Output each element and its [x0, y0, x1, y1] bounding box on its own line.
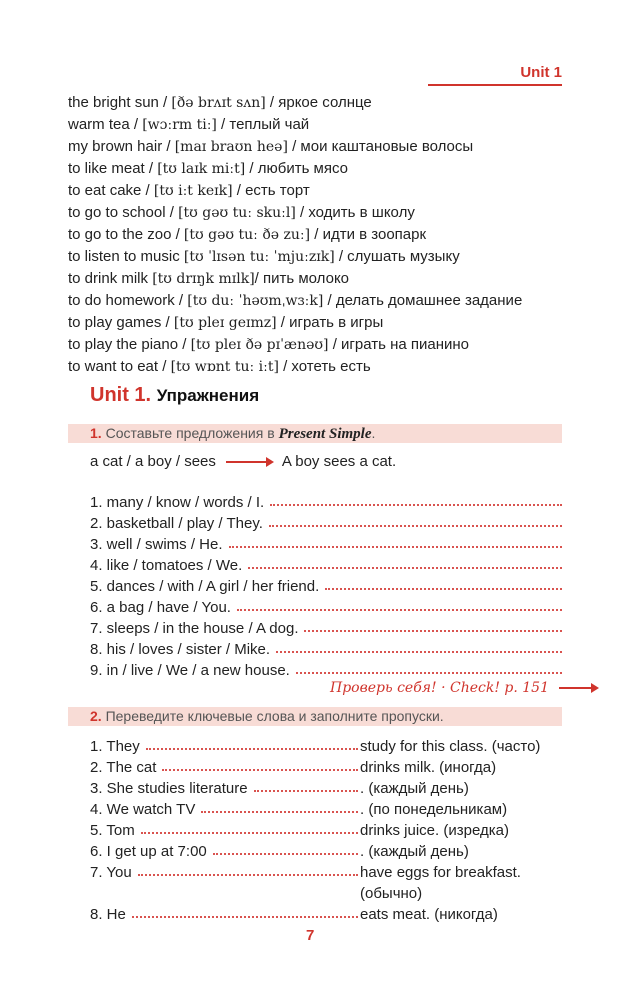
item-start: 4. We watch TV: [90, 801, 196, 818]
vocab-item: [68, 290, 522, 312]
instruction-emphasis: Present Simple: [278, 426, 372, 442]
running-header: Unit 1: [428, 64, 562, 86]
item-start: 5. Tom: [90, 822, 135, 839]
vocab-item: [68, 136, 522, 158]
item-start: 1. They: [90, 738, 140, 755]
check-link[interactable]: [330, 680, 607, 696]
item-text: 9. in / live / We / a new house.: [90, 662, 290, 679]
exercise-item: [90, 492, 562, 513]
vocabulary-list: [68, 92, 522, 378]
vocab-english: to like meat /: [68, 160, 158, 177]
vocab-russian: / есть торт: [232, 182, 310, 199]
item-text: 5. dances / with / A girl / her friend.: [90, 578, 320, 595]
exercise-item: [90, 618, 562, 639]
item-start: 3. She studies literature: [90, 780, 248, 797]
answer-blank[interactable]: [269, 525, 562, 527]
answer-blank[interactable]: [213, 853, 358, 855]
vocab-transcription: [tʊ wɒnt tuː iːt]: [170, 359, 279, 375]
exercise-item: [90, 513, 562, 534]
item-end: eats meat. (никогда): [360, 906, 498, 923]
vocab-russian: / пить молоко: [254, 270, 350, 287]
vocab-transcription: [tʊ iːt keɪk]: [153, 183, 233, 199]
example-prompt: a cat / a boy / sees: [90, 453, 216, 470]
answer-blank[interactable]: [254, 790, 358, 792]
vocab-transcription: [tʊ pleɪ ðə pɪˈænəʊ]: [190, 337, 329, 353]
vocab-item: [68, 114, 522, 136]
section-heading: Упражнения: [156, 386, 260, 405]
item-start: 8. He: [90, 906, 126, 923]
page-number: 7: [306, 927, 315, 944]
exercise-item: [90, 597, 562, 618]
vocab-russian: / играть в игры: [276, 314, 384, 331]
instruction-text: Составьте предложения в: [105, 425, 279, 441]
vocab-russian: / мои каштановые волосы: [287, 138, 474, 155]
vocab-transcription: [tʊ duː ˈhəʊmˌwɜːk]: [187, 293, 324, 309]
vocab-english: to want to eat /: [68, 358, 171, 375]
item-end: have eggs for breakfast.: [360, 864, 521, 881]
instruction-text: Переведите ключевые слова и заполните пропуски.: [105, 708, 444, 724]
item-end: . (каждый день): [360, 780, 469, 797]
vocab-item: [68, 202, 522, 224]
item-text: 8. his / loves / sister / Mike.: [90, 641, 271, 658]
vocab-russian: / хотеть есть: [278, 358, 371, 375]
vocab-russian: / любить мясо: [245, 160, 348, 177]
example-answer: A boy sees a cat.: [281, 453, 397, 470]
vocab-russian: / идти в зоопарк: [310, 226, 427, 243]
exercise-item: [90, 778, 562, 799]
answer-blank[interactable]: [162, 769, 358, 771]
item-text: 1. many / know / words / I.: [90, 494, 265, 511]
item-text: 3. well / swims / He.: [90, 536, 223, 553]
vocab-item: [68, 224, 522, 246]
answer-blank[interactable]: [248, 567, 562, 569]
answer-blank[interactable]: [296, 672, 562, 674]
answer-blank[interactable]: [201, 811, 358, 813]
exercise-1-items: [90, 492, 562, 681]
exercise-item: [90, 757, 562, 778]
vocab-english: to play games /: [68, 314, 174, 331]
exercise-item: [90, 555, 562, 576]
item-end: drinks milk. (иногда): [360, 759, 497, 776]
exercise-item: [90, 799, 562, 820]
exercise-1-example: [90, 453, 396, 470]
item-text: 2. basketball / play / They.: [90, 515, 263, 532]
item-text: 6. a bag / have / You.: [90, 599, 231, 616]
answer-blank[interactable]: [132, 916, 358, 918]
vocab-item: [68, 92, 522, 114]
vocab-transcription: [tʊ laɪk miːt]: [157, 161, 246, 177]
section-title: [90, 384, 259, 407]
exercise-number: 1.: [90, 425, 102, 441]
vocab-english: to go to the zoo /: [68, 226, 184, 243]
vocab-russian: / ходить в школу: [295, 204, 415, 221]
arrow-right-icon: [559, 687, 597, 689]
vocab-item: [68, 268, 522, 290]
item-end: study for this class. (часто): [360, 738, 541, 755]
vocab-item: [68, 356, 522, 378]
exercise-item: [90, 862, 562, 883]
vocab-transcription: [ðə brʌɪt sʌn]: [171, 95, 266, 111]
item-text: 7. sleeps / in the house / A dog.: [90, 620, 299, 637]
vocab-russian: / делать домашнее задание: [323, 292, 523, 309]
vocab-english: my brown hair /: [68, 138, 175, 155]
vocab-transcription: [tʊ gəʊ tuː ðə zuː]: [183, 227, 311, 243]
item-end: . (каждый день): [360, 843, 469, 860]
vocab-english: to play the piano /: [68, 336, 191, 353]
vocab-transcription: [maɪ braʊn heə]: [174, 139, 288, 155]
vocab-russian: / слушать музыку: [334, 248, 460, 265]
vocab-english: to go to school /: [68, 204, 179, 221]
vocab-transcription: [tʊ drɪŋk mɪlk]: [152, 271, 255, 287]
section-unit: Unit 1.: [90, 384, 152, 406]
exercise-1-instruction: [68, 424, 562, 443]
vocab-russian: / яркое солнце: [265, 94, 372, 111]
vocab-transcription: [tʊ pleɪ geɪmz]: [173, 315, 277, 331]
answer-blank[interactable]: [325, 588, 562, 590]
vocab-english: the bright sun /: [68, 94, 172, 111]
exercise-item: [90, 736, 562, 757]
exercise-item: [90, 639, 562, 660]
vocab-russian: / теплый чай: [216, 116, 310, 133]
item-start: 7. You: [90, 864, 132, 881]
vocab-english: to drink milk: [68, 270, 153, 287]
item-text: 4. like / tomatoes / We.: [90, 557, 243, 574]
exercise-2-instruction: [68, 707, 562, 726]
exercise-item: [90, 576, 562, 597]
item-end: . (по понедельникам): [360, 801, 508, 818]
vocab-item: [68, 334, 522, 356]
item-start: 6. I get up at 7:00: [90, 843, 207, 860]
vocab-transcription: [tʊ ˈlɪsən tuː ˈmjuːzɪk]: [183, 249, 335, 265]
instruction-end: .: [371, 425, 376, 441]
vocab-transcription: [tʊ gəʊ tuː skuːl]: [178, 205, 296, 221]
answer-blank[interactable]: [141, 832, 358, 834]
answer-blank[interactable]: [237, 609, 562, 611]
vocab-english: to do homework /: [68, 292, 188, 309]
vocab-item: [68, 246, 522, 268]
item-start: 2. The cat: [90, 759, 157, 776]
arrow-right-icon: [226, 461, 272, 463]
item-end: (обычно): [360, 885, 423, 902]
vocab-english: warm tea /: [68, 116, 143, 133]
item-end: drinks juice. (изредка): [360, 822, 509, 839]
exercise-item: [90, 904, 562, 925]
vocab-transcription: [wɔːrm tiː]: [142, 117, 217, 133]
check-text: Проверь себя! · Check! p. 151: [330, 680, 549, 696]
answer-blank[interactable]: [229, 546, 562, 548]
vocab-russian: / играть на пианино: [328, 336, 470, 353]
exercise-item: [90, 534, 562, 555]
exercise-number: 2.: [90, 708, 102, 724]
answer-blank[interactable]: [138, 874, 358, 876]
exercise-item: [90, 883, 562, 904]
exercise-item: [90, 820, 562, 841]
answer-blank[interactable]: [276, 651, 562, 653]
vocab-item: [68, 158, 522, 180]
exercise-2-items: [90, 736, 562, 925]
answer-blank[interactable]: [304, 630, 562, 632]
vocab-english: to listen to music: [68, 248, 184, 265]
answer-blank[interactable]: [146, 748, 358, 750]
answer-blank[interactable]: [270, 504, 562, 506]
exercise-item: [90, 660, 562, 681]
vocab-english: to eat cake /: [68, 182, 154, 199]
vocab-item: [68, 180, 522, 202]
vocab-item: [68, 312, 522, 334]
exercise-item: [90, 841, 562, 862]
